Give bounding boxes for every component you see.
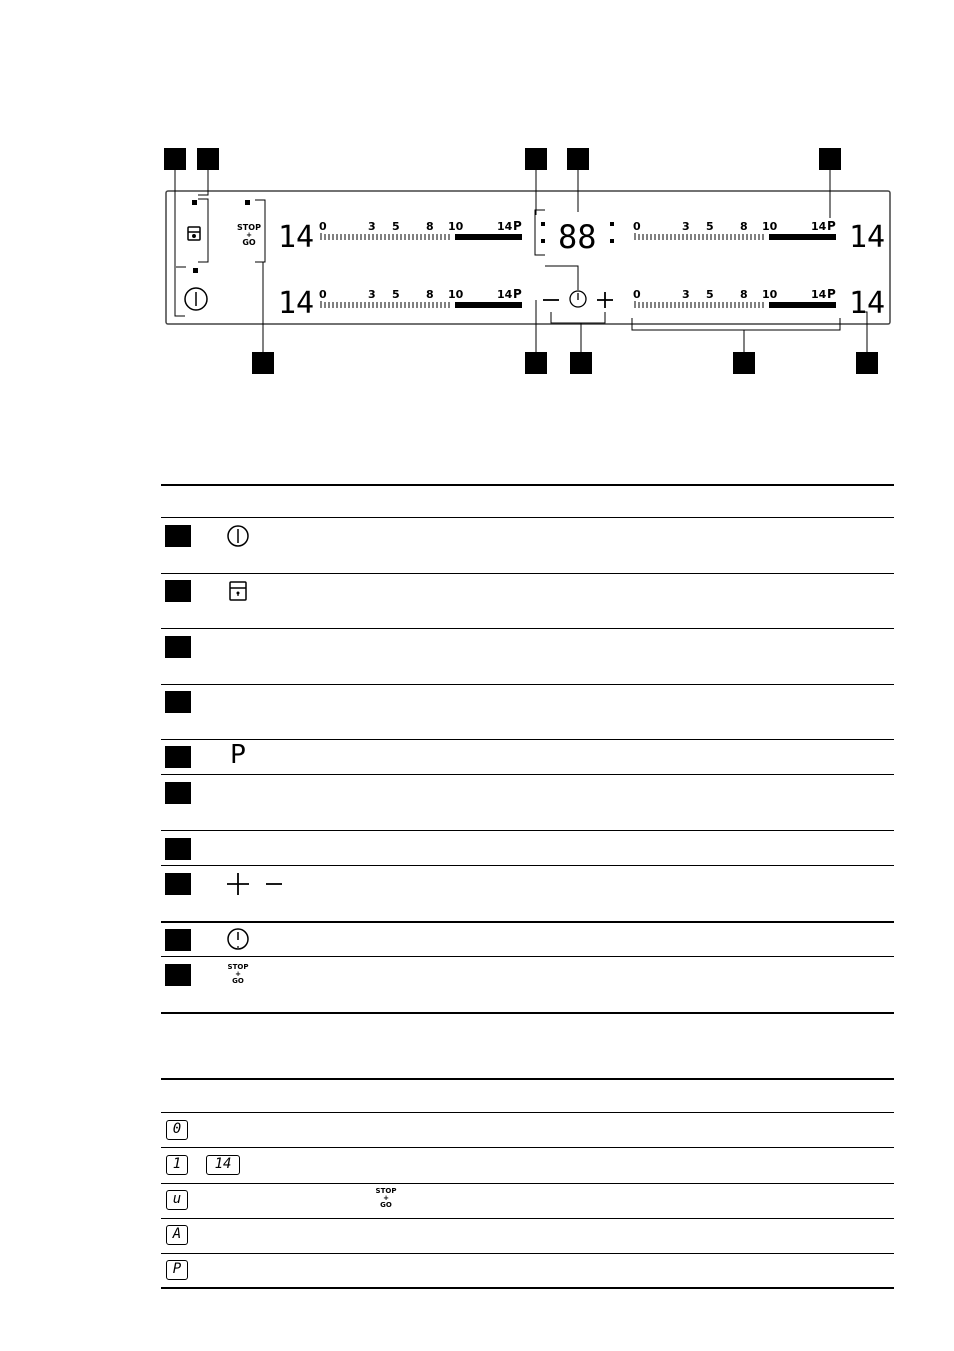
slider-tick-label: 3 [682,288,690,301]
slider-tick-label: 3 [682,220,690,233]
slider-tick-label: 14 [811,220,827,233]
callout-4 [525,148,547,170]
slider-end-label: P [513,219,522,233]
display-code-0: 0 [166,1120,188,1140]
slider-tick-label: 0 [319,288,327,301]
timer-controls [543,291,613,308]
power-slider-1[interactable] [319,219,522,240]
svg-text:+: + [246,231,252,239]
slider-tick-label: 5 [706,220,714,233]
slider-tick-label: 10 [448,220,464,233]
slider-tick-label: 8 [740,288,748,301]
slider-end-label: P [827,287,836,301]
stop-go-icon: STOP + GO [227,963,249,985]
row-number-3 [165,636,191,658]
slider-tick-label: 14 [497,220,513,233]
slider-tick-label: 10 [762,220,778,233]
row-number-5 [165,746,191,768]
stop-go-label [237,223,261,247]
row-number-1 [165,525,191,547]
power-slider-4[interactable] [633,287,836,308]
svg-text:GO: GO [242,238,256,247]
callout-markers-top [164,148,841,170]
zone-display-top-right: 14 [849,220,886,255]
timer-display: 88 [558,218,597,256]
callout-markers-bottom [252,352,878,374]
zone-display-bottom-left: 14 [278,286,315,321]
slider-bar [769,302,836,308]
p-icon: P [230,740,246,770]
timer-icon [226,927,250,951]
control-panel-diagram [0,0,954,400]
callout-6 [819,148,841,170]
slider-tick-label: 8 [740,220,748,233]
slider-tick-label: 8 [426,288,434,301]
power-slider-2[interactable] [319,287,522,308]
row-number-7 [165,838,191,860]
slider-tick-label: 0 [633,220,641,233]
slider-tick-label: 8 [426,220,434,233]
slider-tick-label: 5 [706,288,714,301]
callout-2 [197,148,219,170]
row-number-4 [165,691,191,713]
slider-tick-label: 14 [497,288,513,301]
slider-tick-label: 3 [368,220,376,233]
callout-8 [570,352,592,374]
slider-end-label: P [827,219,836,233]
slider-tick-label: 10 [448,288,464,301]
zone-display-bottom-right: 14 [849,286,886,321]
slider-tick-label: 10 [762,288,778,301]
row-number-10 [165,964,191,986]
display-code-u: u [166,1190,188,1210]
power-icon [226,524,250,548]
callout-5 [567,148,589,170]
slider-tick-label: 0 [319,220,327,233]
power-icon [185,288,207,310]
table-displays [161,1078,894,1290]
slider-tick-label: 0 [633,288,641,301]
stop-go-icon: STOP + GO [375,1187,397,1209]
callout-3 [856,352,878,374]
lock-icon [228,580,248,602]
display-code-P: P [166,1260,188,1280]
slider-bar [455,302,522,308]
row-number-9 [165,929,191,951]
callout-7 [733,352,755,374]
slider-bar [455,234,522,240]
display-code-14: 14 [206,1155,240,1175]
callout-9 [525,352,547,374]
slider-end-label: P [513,287,522,301]
display-code-A: A [166,1225,188,1245]
row-number-6 [165,782,191,804]
svg-text:STOP: STOP [237,223,261,232]
slider-tick-label: 14 [811,288,827,301]
callout-10 [252,352,274,374]
slider-tick-label: 5 [392,288,400,301]
slider-bar [769,234,836,240]
lock-icon [188,227,200,240]
display-code-1: 1 [166,1155,188,1175]
row-number-8 [165,873,191,895]
zone-display-top-left: 14 [278,220,315,255]
power-slider-3[interactable] [633,219,836,240]
slider-tick-label: 3 [368,288,376,301]
row-number-2 [165,580,191,602]
table-controls [161,484,894,1014]
plus-minus-icons [225,872,285,896]
callout-1 [164,148,186,170]
slider-tick-label: 5 [392,220,400,233]
